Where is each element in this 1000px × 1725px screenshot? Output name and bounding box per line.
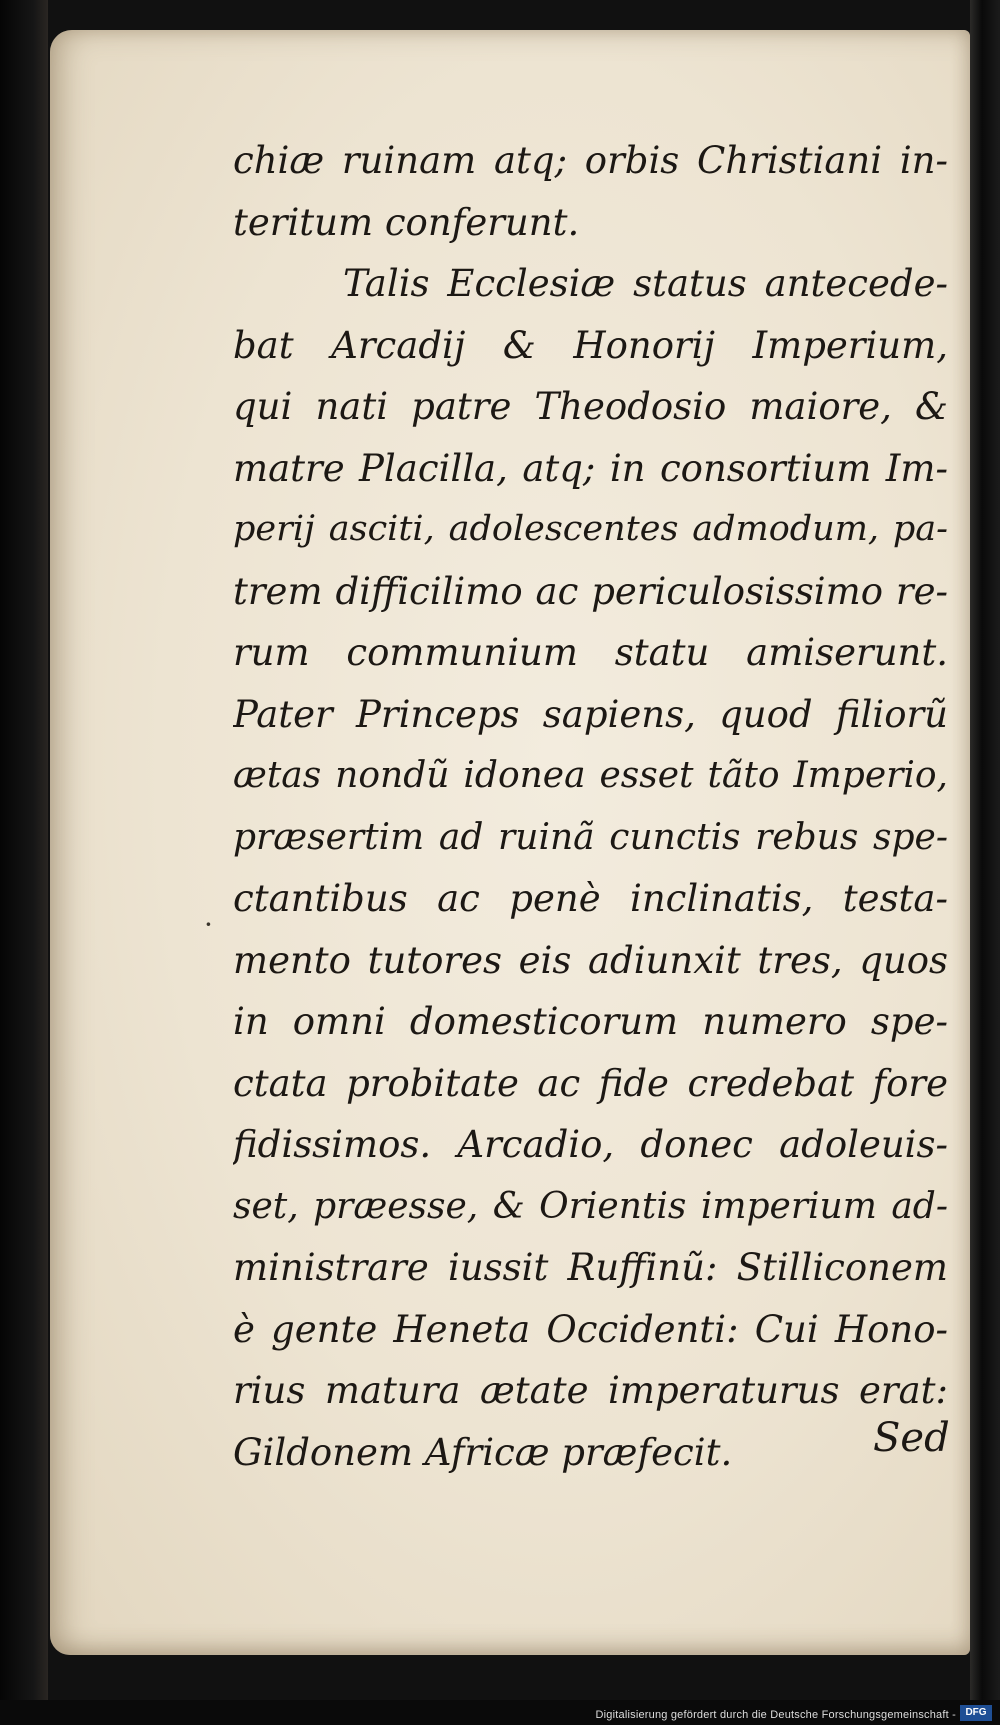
digitization-credit: Digitalisierung gefördert durch die Deutsche Forschungsgemeinschaft - bbox=[595, 1709, 956, 1721]
book-binding-edge bbox=[0, 0, 48, 1725]
text-line: Talis Ecclesiæ status antecede- bbox=[343, 262, 948, 305]
text-line: bat Arcadij & Honorij Imperium, bbox=[233, 323, 948, 367]
text-line: chiæ ruinam atq; orbis Christiani in- bbox=[233, 139, 948, 182]
book-page bbox=[50, 30, 970, 1655]
text-line: perij asciti, adolescentes admodum, pa- bbox=[233, 509, 948, 549]
dfg-logo-icon: DFG bbox=[960, 1705, 992, 1721]
book-right-edge bbox=[970, 0, 1000, 1700]
footer-bar bbox=[0, 1700, 1000, 1725]
text-line: ministrare iussit Ruffinũ: Stilliconem bbox=[233, 1246, 948, 1289]
text-line: rum communium statu amiserunt. bbox=[233, 631, 948, 674]
text-line: ctantibus ac penè inclinatis, testa- bbox=[233, 877, 948, 920]
text-line: fidissimos. Arcadio, donec adoleuis- bbox=[233, 1123, 948, 1166]
text-line: Gildonem Africæ præfecit. bbox=[233, 1430, 733, 1474]
page-text-block bbox=[233, 130, 948, 1483]
catchword: Sed bbox=[873, 1415, 950, 1461]
text-line: ætas nondũ idonea esset tãto Imperio, bbox=[233, 755, 948, 796]
text-line: teritum conferunt. bbox=[233, 200, 580, 244]
text-line: mento tutores eis adiunxit tres, quos bbox=[233, 938, 948, 982]
text-line: matre Placilla, atq; in consortium Im- bbox=[233, 446, 948, 490]
text-line: in omni domesticorum numero spe- bbox=[233, 1000, 948, 1043]
text-line: rius matura ætate imperaturus erat: bbox=[233, 1369, 948, 1412]
text-line: Pater Princeps sapiens, quod filiorũ bbox=[233, 692, 948, 736]
text-line: ctata probitate ac fide credebat fore bbox=[233, 1061, 948, 1105]
text-line: præsertim ad ruinã cunctis rebus spe- bbox=[233, 816, 948, 858]
text-line: qui nati patre Theodosio maiore, & bbox=[233, 385, 948, 428]
margin-mark: · bbox=[204, 908, 213, 941]
text-line: è gente Heneta Occidenti: Cui Hono- bbox=[233, 1307, 948, 1351]
text-line: set, præesse, & Orientis imperium ad- bbox=[233, 1185, 948, 1227]
text-line: trem difficilimo ac periculosissimo re- bbox=[233, 569, 948, 613]
